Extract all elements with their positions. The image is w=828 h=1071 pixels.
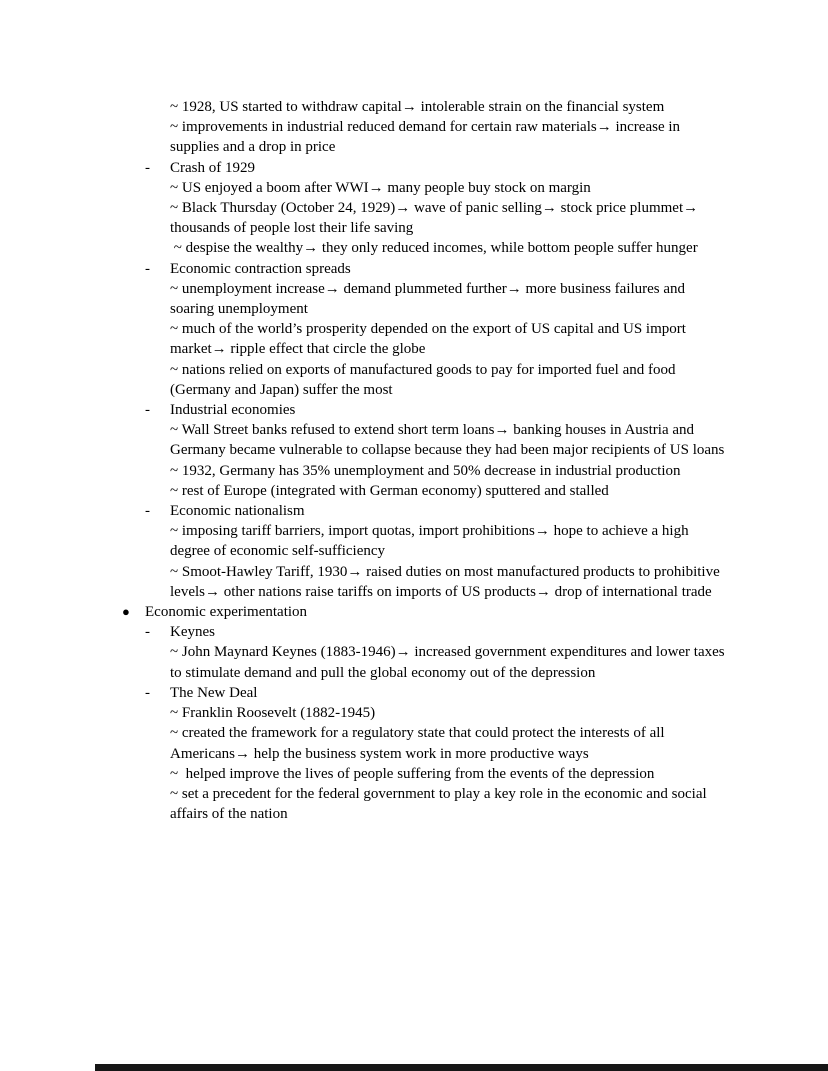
dash-list-item [145, 400, 731, 420]
block-text: ~ set a precedent for the federal government to play a key role in the economic and social affairs of the nation [170, 785, 711, 823]
block-text: Economic experimentation [145, 604, 308, 621]
block-text: Crash of 1929 [170, 159, 255, 176]
dash-marker: - [145, 159, 150, 176]
block-text: ~ nations relied on exports of manufactured goods to pay for imported fuel and food (Germany and Japan) suffer the most [170, 361, 680, 398]
note-paragraph [170, 562, 731, 602]
block-text: ~ created the framework for a regulatory state that could protect the interests of all Americans→ help the business system work in more productive ways [170, 725, 668, 762]
block-text: ~ improvements in industrial reduced demand for certain raw materials→ increase in supplies and a drop in price [170, 119, 684, 156]
block-text: ~ Black Thursday (October 24, 1929)→ wave of panic selling→ stock price plummet→ thousands of people lost their life saving [170, 200, 702, 237]
dash-marker: - [145, 684, 150, 701]
dash-list-item [145, 501, 731, 521]
note-paragraph [170, 461, 731, 481]
note-paragraph [170, 279, 731, 319]
note-paragraph [170, 642, 731, 682]
block-text: ~ Smoot-Hawley Tariff, 1930→ raised duties on most manufactured products to prohibitive levels→ other nations raise tariffs on imports of US products→ drop of international trade [170, 563, 724, 600]
block-text: ~ unemployment increase→ demand plummeted further→ more business failures and soaring unemployment [170, 280, 689, 318]
block-text: ~ rest of Europe (integrated with German economy) sputtered and stalled [170, 482, 609, 499]
note-paragraph [170, 420, 731, 460]
block-text: ~ John Maynard Keynes (1883-1946)→ increased government expenditures and lower taxes to stimulate demand and pull the global economy out of the depression [170, 644, 729, 681]
note-paragraph [170, 723, 731, 763]
block-text: ~ helped improve the lives of people suffering from the events of the depression [170, 765, 655, 782]
block-text: ~ Franklin Roosevelt (1882-1945) [170, 705, 376, 722]
note-paragraph [170, 178, 731, 198]
note-paragraph [170, 481, 731, 501]
block-text: ~ US enjoyed a boom after WWI→ many people buy stock on margin [170, 179, 591, 196]
block-text: ~ despise the wealthy→ they only reduced incomes, while bottom people suffer hunger [170, 240, 698, 257]
note-paragraph [170, 97, 731, 117]
dash-marker: - [145, 402, 150, 419]
block-text: Economic nationalism [170, 503, 305, 520]
block-text: Keynes [170, 624, 215, 641]
dash-list-item [145, 622, 731, 642]
block-text: Economic contraction spreads [170, 260, 351, 277]
note-paragraph [170, 117, 731, 157]
block-text: ~ 1928, US started to withdraw capital→ intolerable strain on the financial system [170, 99, 665, 115]
bullet-list-item [122, 602, 731, 622]
note-paragraph [170, 238, 731, 258]
dash-list-item [145, 259, 731, 279]
note-paragraph [170, 521, 731, 561]
dash-list-item [145, 158, 731, 178]
note-paragraph [170, 360, 731, 400]
note-paragraph [170, 703, 731, 723]
block-text: ~ much of the world’s prosperity depended on the export of US capital and US import market→ ripple effect that circle the globe [170, 321, 690, 358]
document-content [0, 97, 828, 824]
dash-marker: - [145, 503, 150, 520]
dash-marker: - [145, 624, 150, 641]
block-text: Industrial economies [170, 402, 296, 419]
dash-marker: - [145, 260, 150, 277]
block-text: ~ Wall Street banks refused to extend short term loans→ banking houses in Austria and Germany became vulnerable to collapse because they had been major recipients of US loans [170, 422, 725, 459]
dash-list-item [145, 683, 731, 703]
block-text: ~ imposing tariff barriers, import quotas, import prohibitions→ hope to achieve a high degree of economic self-sufficiency [170, 523, 693, 560]
note-paragraph [170, 784, 731, 824]
page-break-strip [95, 1064, 828, 1071]
note-paragraph [170, 198, 731, 238]
block-text: ~ 1932, Germany has 35% unemployment and 50% decrease in industrial production [170, 462, 681, 479]
block-text: The New Deal [170, 684, 258, 701]
note-paragraph [170, 319, 731, 359]
note-paragraph [170, 764, 731, 784]
bullet-marker: ● [122, 604, 130, 620]
